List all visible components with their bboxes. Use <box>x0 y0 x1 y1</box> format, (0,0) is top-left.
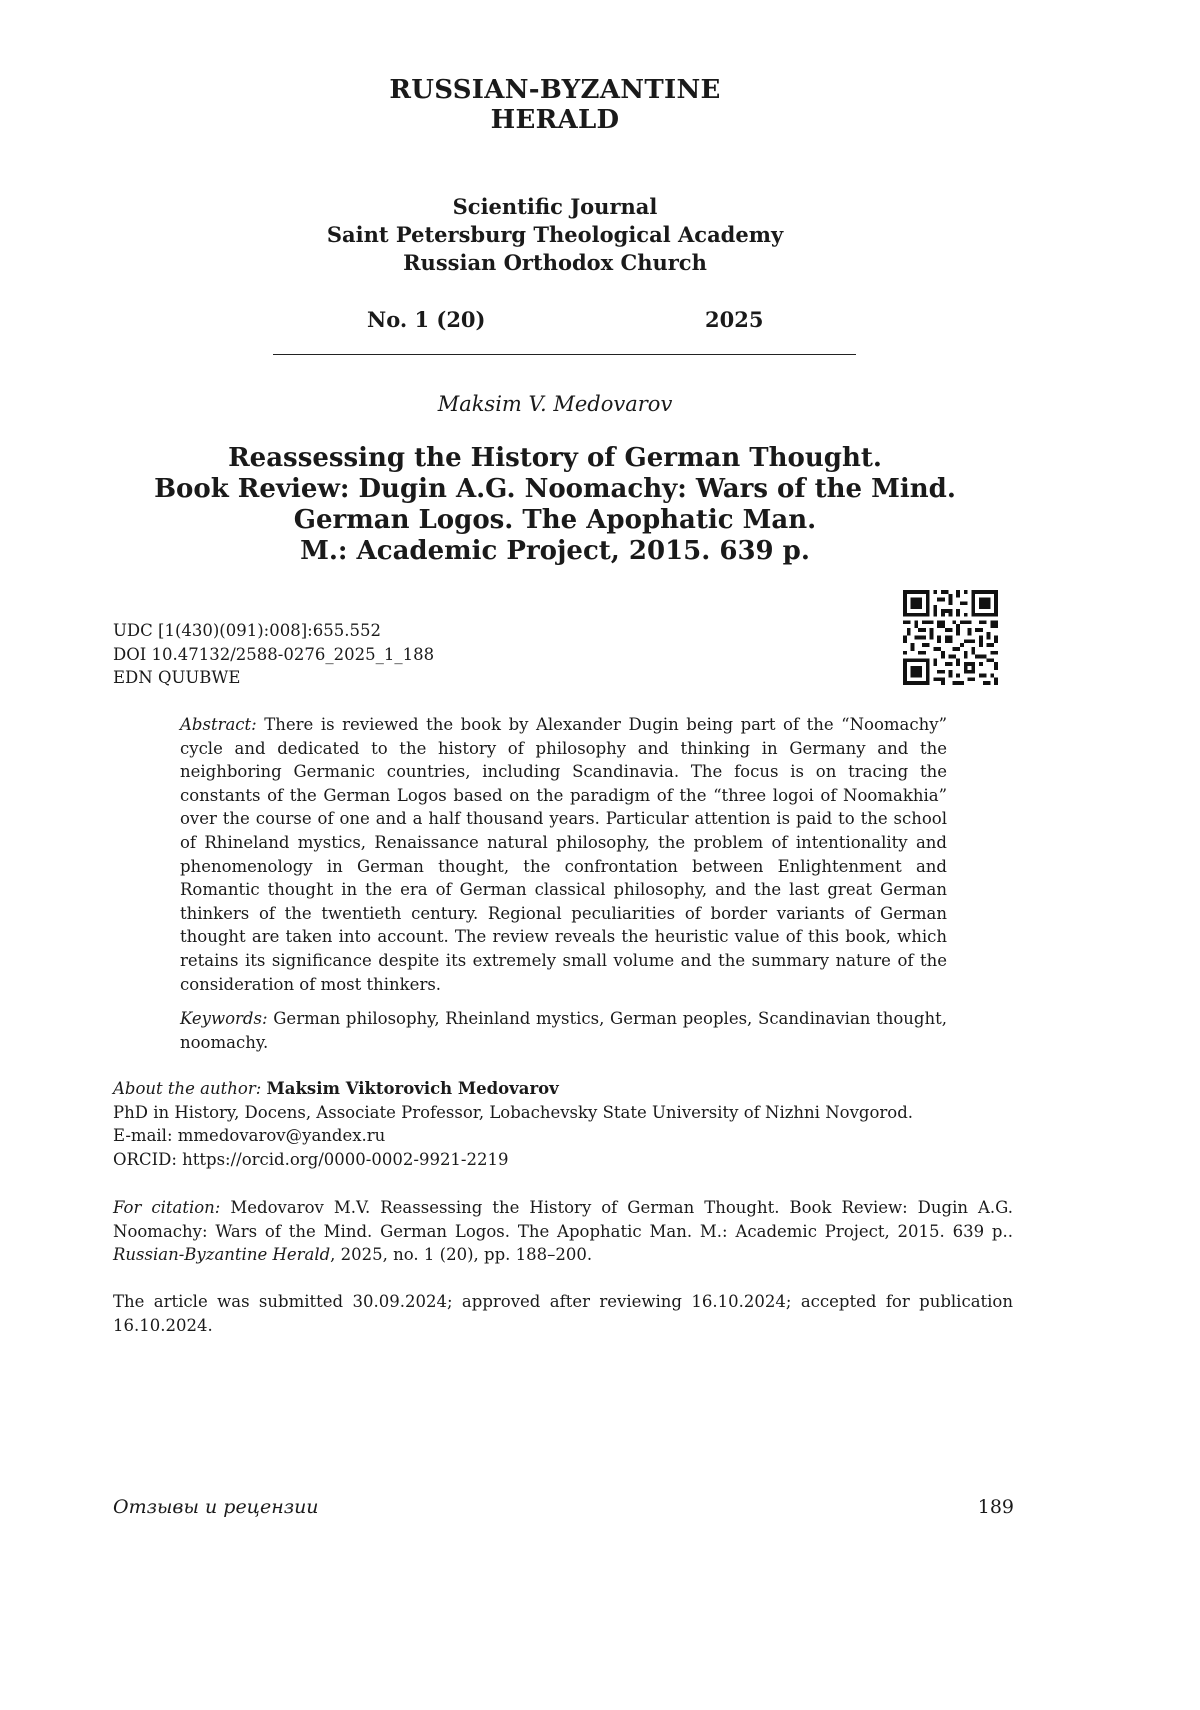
keywords-label: Keywords: <box>180 1009 268 1028</box>
journal-title-line-1: RUSSIAN-BYZANTINE <box>0 75 1110 105</box>
doi-code: DOI 10.47132/2588-0276_2025_1_188 <box>113 643 434 667</box>
citation-label: For citation: <box>113 1198 220 1217</box>
about-author-block <box>113 1077 1013 1171</box>
journal-subtitle-line-3: Russian Orthodox Church <box>0 249 1110 277</box>
journal-title-line-2: HERALD <box>0 105 1110 135</box>
article-author: Maksim V. Medovarov <box>0 392 1110 416</box>
author-orcid[interactable]: ORCID: https://orcid.org/0000-0002-9921-2219 <box>113 1148 1013 1172</box>
footer-section-title: Отзывы и рецензии <box>113 1496 319 1518</box>
journal-subtitle-line-2: Saint Petersburg Theological Academy <box>0 221 1110 249</box>
abstract-block <box>180 713 947 1054</box>
issue-number: No. 1 (20) <box>367 307 485 332</box>
journal-subtitle <box>0 193 1110 277</box>
article-title-line-1: Reassessing the History of German Thought. <box>0 443 1110 474</box>
citation-text: Medovarov M.V. Reassessing the History of German Thought. Book Review: Dugin A.G. Noomachy: Wars of the Mind. German Logos. The Apophatic Man. M.: Academic Project, 2015. 639 p.. <box>113 1198 1013 1241</box>
abstract-label: Abstract: <box>180 715 257 734</box>
header-divider <box>273 354 856 355</box>
article-title-line-2: Book Review: Dugin A.G. Noomachy: Wars of the Mind. <box>0 474 1110 505</box>
article-title <box>0 443 1110 567</box>
qr-code-icon[interactable] <box>903 590 998 685</box>
submission-dates: The article was submitted 30.09.2024; approved after reviewing 16.10.2024; accepted for publication 16.10.2024. <box>113 1290 1013 1337</box>
article-title-line-4: M.: Academic Project, 2015. 639 p. <box>0 536 1110 567</box>
udc-code: UDC [1(430)(091):008]:655.552 <box>113 619 434 643</box>
journal-title <box>0 75 1110 135</box>
page-number: 189 <box>978 1496 1014 1518</box>
citation-details: , 2025, no. 1 (20), pp. 188–200. <box>330 1245 592 1264</box>
edn-code: EDN QUUBWE <box>113 666 434 690</box>
keywords-paragraph <box>180 1007 947 1054</box>
author-email[interactable]: E-mail: mmedovarov@yandex.ru <box>113 1124 1013 1148</box>
abstract-text: There is reviewed the book by Alexander Dugin being part of the “Noomachy” cycle and dedicated to the history of philosophy and thinking in Germany and the neighboring Germanic countries, including Scandinavia. The focus is on tracing the constants of the German Logos based on the paradigm of the “three logoi of Noomakhia” over the course of one and a half thousand years. Particular attention is paid to the school of Rhineland mystics, Renaissance natural philosophy, the problem of intentionality and phenomenology in German thought, the confrontation between Enlightenment and Romantic thought in the era of German classical philosophy, and the last great German thinkers of the twentieth century. Regional peculiarities of border variants of German thought are taken into account. The review reveals the heuristic value of this book, which retains its significance despite its extremely small volume and the summary nature of the consideration of most thinkers. <box>180 715 947 994</box>
author-full-name: Maksim Viktorovich Medovarov <box>267 1079 559 1098</box>
keywords-text: German philosophy, Rheinland mystics, German peoples, Scandinavian thought, noomachy. <box>180 1009 947 1052</box>
journal-subtitle-line-1: Scientific Journal <box>0 193 1110 221</box>
author-position: PhD in History, Docens, Associate Professor, Lobachevsky State University of Nizhni Novgorod. <box>113 1101 1013 1125</box>
article-identifiers <box>113 619 434 690</box>
citation-block <box>113 1196 1013 1267</box>
article-title-line-3: German Logos. The Apophatic Man. <box>0 505 1110 536</box>
about-author-heading <box>113 1077 1013 1101</box>
issue-year: 2025 <box>705 307 763 332</box>
abstract-paragraph <box>180 713 947 996</box>
citation-journal: Russian-Byzantine Herald <box>113 1245 330 1264</box>
about-author-label: About the author: <box>113 1079 261 1098</box>
